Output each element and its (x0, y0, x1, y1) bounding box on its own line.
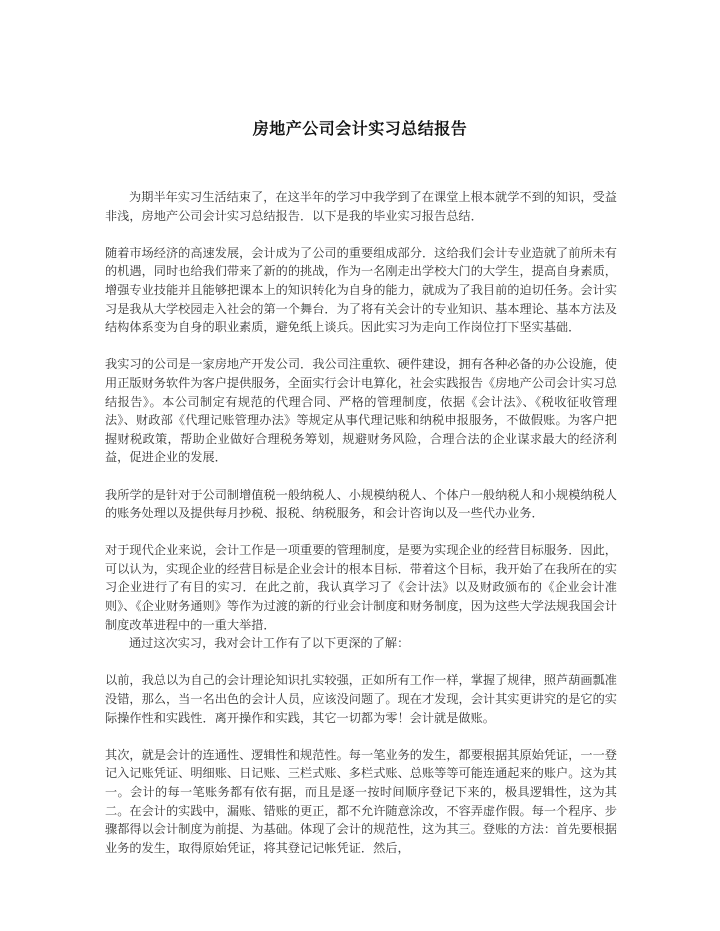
page-title: 房地产公司会计实习总结报告 (252, 119, 468, 138)
paragraph: 以前，我总以为自己的会计理论知识扎实较强，正如所有工作一样，掌握了规律，照芦葫画瓢准没错，那么，当一名出色的会计人员，应该没问题了。现在才发现，会计其实更讲究的是它的实际操作性和实践性．离开操作和实践，其它一切都为零！会计就是做账。 (105, 673, 617, 725)
paragraph: 我所学的是针对于公司制增值税一般纳税人、小规模纳税人、个体户一般纳税人和小规模纳税人的账务处理以及提供每月抄税、报税、纳税服务，和会计咨询以及一些代办业务． (105, 487, 617, 521)
paragraph: 我实习的公司是一家房地产开发公司．我公司注重软、硬件建设，拥有各种必备的办公设施，使用正版财务软件为客户提供服务，全面实行会计电算化，社会实践报告《房地产公司会计实习总结报告》。本公司制定有规范的代理合同、严格的管理制度，依据《会计法》、《税收征收管理法》、财政部《代理记账管理办法》等规定从事代理记账和纳税申报服务，不做假账。为客户把握财税政策，帮助企业做好合理税务筹划，规避财务风险，合理合法的企业谋求最大的经济利益，促进企业的发展． (105, 357, 617, 465)
paragraph: 为期半年实习生活结束了，在这半年的学习中我学到了在课堂上根本就学不到的知识，受益非浅，房地产公司会计实习总结报告．以下是我的毕业实习报告总结． (105, 190, 617, 223)
document-body (105, 188, 617, 876)
paragraph: 通过这次实习，我对会计工作有了以下更深的了解： (129, 636, 410, 651)
paragraph: 随着市场经济的高速发展，会计成为了公司的重要组成部分．这给我们会计专业造就了前所未有的机遇，同时也给我们带来了新的的挑战，作为一名刚走出学校大门的大学生，提高自身素质，增强专业技能并且能够把课本上的知识转化为自身的能力，就成为了我目前的迫切任务。会计实习是我从大学校园走入社会的第一个舞台．为了将有关会计的专业知识、基本理论、基本方法及结构体系变为自身的职业素质，避免纸上谈兵。因此实习为走向工作岗位打下坚实基础． (105, 245, 617, 335)
paragraph: 其次，就是会计的连通性、逻辑性和规范性。每一笔业务的发生，都要根据其原始凭证，一一登记入记账凭证、明细账、日记账、三栏式账、多栏式账、总账等等可能连通起来的账户。这为其一。会计的每一笔账务都有依有据，而且是逐一按时间顺序登记下来的，极具逻辑性，这为其二。在会计的实践中，漏账、错账的更正，都不允许随意涂改，不容弄虚作假。每一个程序、步骤都得以会计制度为前提、为基础。体现了会计的规范性，这为其三。登账的方法：首先要根据业务的发生，取得原始凭证，将其登记记帐凭证．然后， (105, 747, 617, 855)
paragraph: 对于现代企业来说，会计工作是一项重要的管理制度，是要为实现企业的经营目标服务．因此，可以认为，实现企业的经营目标是企业会计的根本目标．带着这个目标，我开始了在我所在的实习企业进行了有目的实习．在此之前，我认真学习了《会计法》以及财政颁布的《企业会计准则》、《企业财务通则》等作为过渡的新的行业会计制度和财务制度，因为这些大学法规我国会计制度改革进程中的一重大举措． (105, 543, 617, 632)
